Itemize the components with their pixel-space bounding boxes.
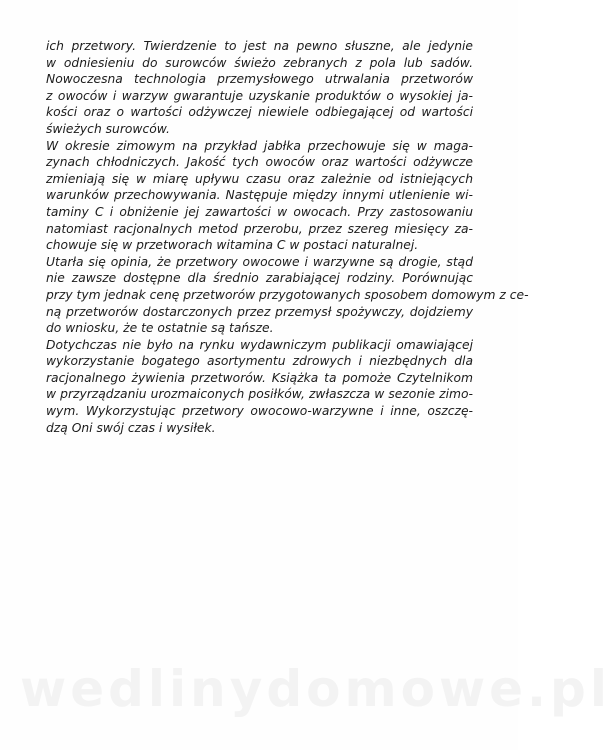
text-line: Utarła się opinia, że przetwory owocowe i warzywne są drogie, stąd — [46, 254, 473, 269]
text-line: zynach chłodniczych. Jakość tych owoców oraz wartości odżywcze — [46, 155, 473, 170]
text-line: w odniesieniu do surowców świeżo zebranych z pola lub sadów. — [46, 55, 473, 70]
text-line: natomiast racjonalnych metod przerobu, przez szereg miesięcy za- — [46, 221, 473, 236]
text-line: Nowoczesna technologia przemysłowego utrwalania przetworów — [46, 72, 473, 87]
text-line: świeżych surowców. — [46, 121, 170, 136]
text-line: z owoców i warzyw gwarantuje uzyskanie produktów o wysokiej ja- — [46, 88, 473, 103]
text-line: wym. Wykorzystując przetwory owocowo-warzywne i inne, oszczę- — [46, 404, 473, 419]
text-line: wykorzystanie bogatego asortymentu zdrowych i niezbędnych dla — [46, 354, 473, 369]
text-line: ną przetworów dostarczonych przez przemysł spożywczy, dojdziemy — [46, 304, 473, 319]
text-line: nie zawsze dostępne dla średnio zarabiającej rodziny. Porównując — [46, 271, 473, 286]
text-line: Dotychczas nie było na rynku wydawniczym publikacji omawiającej — [46, 337, 473, 352]
text-line: przy tym jednak cenę przetworów przygotowanych sposobem domowym z ce- — [46, 287, 529, 302]
text-line: W okresie zimowym na przykład jabłka przechowuje się w maga- — [46, 138, 473, 153]
paragraph-3 — [46, 254, 529, 337]
text-line: taminy C i obniżenie jej zawartości w owocach. Przy zastosowaniu — [46, 204, 473, 219]
paragraph-1 — [46, 38, 473, 138]
text-line: do wniosku, że te ostatnie są tańsze. — [46, 321, 274, 336]
text-line: kości oraz o wartości odżywczej niewiele odbiegającej od wartości — [46, 105, 473, 120]
watermark: wedlinydomowe.pl — [20, 660, 611, 718]
body-text — [46, 38, 529, 436]
paragraph-2 — [46, 138, 473, 254]
text-line: chowuje się w przetworach witamina C w postaci naturalnej. — [46, 238, 419, 253]
paragraph-4 — [46, 337, 473, 437]
text-line: dzą Oni swój czas i wysiłek. — [46, 420, 216, 435]
text-line: warunków przechowywania. Następuje między innymi utlenienie wi- — [46, 188, 473, 203]
text-line: zmieniają się w miarę upływu czasu oraz zależnie od istniejących — [46, 171, 473, 186]
text-line: ich przetwory. Twierdzenie to jest na pewno słuszne, ale jedynie — [46, 39, 473, 53]
text-line: racjonalnego żywienia przetworów. Książka ta pomoże Czytelnikom — [46, 370, 473, 385]
text-line: w przyrządzaniu urozmaiconych posiłków, zwłaszcza w sezonie zimo- — [46, 387, 473, 402]
